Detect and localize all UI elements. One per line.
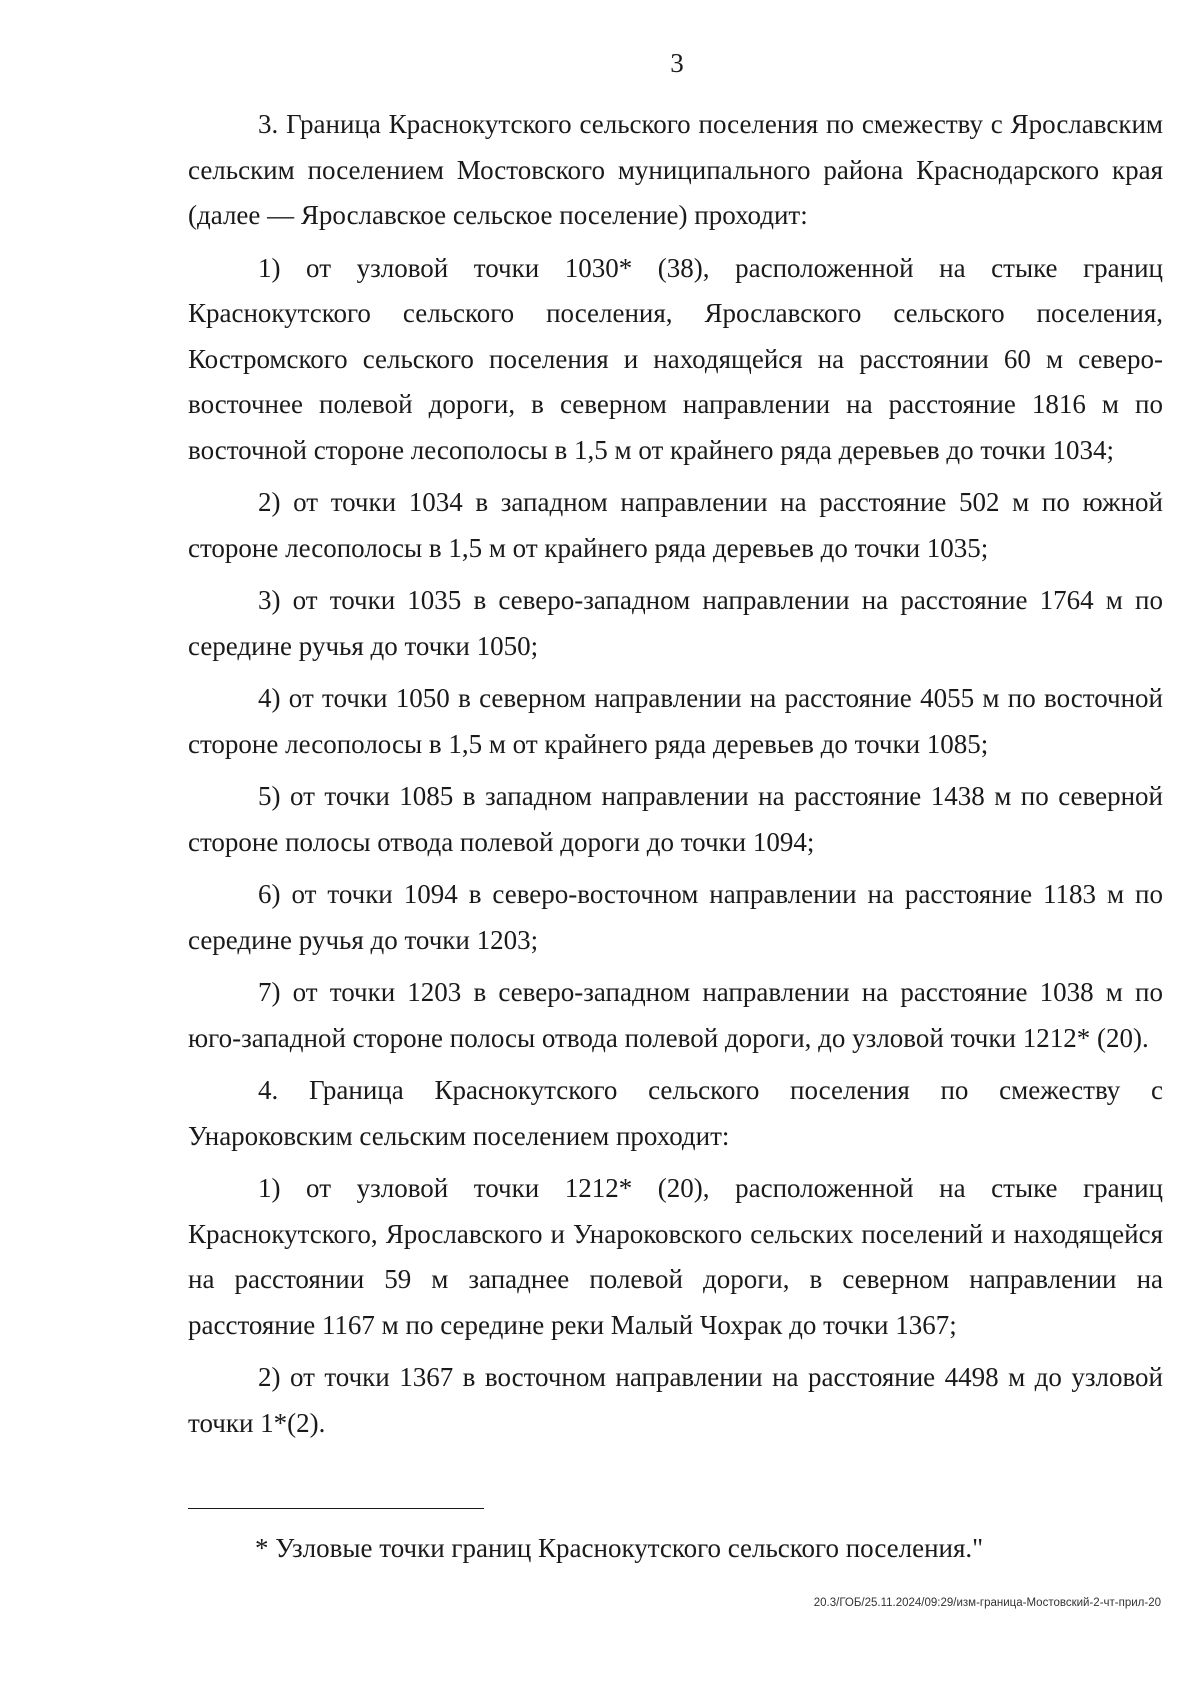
footnote-divider bbox=[188, 1508, 484, 1509]
document-code: 20.3/ГОБ/25.11.2024/09:29/изм-граница-Мостовский-2-чт-прил-20 bbox=[813, 1597, 1161, 1609]
document-body bbox=[188, 102, 1163, 1453]
section-4-item-2-paragraph: 2) от точки 1367 в восточном направлении на расстояние 4498 м до узловой точки 1*(2). bbox=[188, 1362, 1163, 1438]
section-3-item-2-paragraph: 2) от точки 1034 в западном направлении на расстояние 502 м по южной стороне лесополосы в 1,5 м от крайнего ряда деревьев до точки 1035; bbox=[188, 487, 1163, 563]
section-3-item-4-paragraph: 4) от точки 1050 в северном направлении на расстояние 4055 м по восточной стороне лесополосы в 1,5 м от крайнего ряда деревьев до точки 1085; bbox=[188, 683, 1163, 759]
section-3-item-5-paragraph: 5) от точки 1085 в западном направлении на расстояние 1438 м по северной стороне полосы отвода полевой дороги до точки 1094; bbox=[188, 781, 1163, 857]
section-4-item-1-paragraph: 1) от узловой точки 1212* (20), расположенной на стыке границ Краснокутского, Ярославского и Унароковского сельских поселений и находящейся на расстоянии 59 м западнее полевой дороги, в северном направлении на расстояние 1167 м по середине реки Малый Чохрак до точки 1367; bbox=[188, 1173, 1163, 1340]
page-number: 3 bbox=[670, 48, 684, 78]
section-3-item-1-paragraph: 1) от узловой точки 1030* (38), расположенной на стыке границ Краснокутского сельского поселения, Ярославского сельского поселения, Костромского сельского поселения и находящейся на расстоянии 60 м северо-восточнее полевой дороги, в северном направлении на расстояние 1816 м по восточной стороне лесополосы в 1,5 м от крайнего ряда деревьев до точки 1034; bbox=[188, 252, 1163, 465]
section-3-item-7-paragraph: 7) от точки 1203 в северо-западном направлении на расстояние 1038 м по юго-западной стороне полосы отвода полевой дороги, до узловой точки 1212* (20). bbox=[188, 977, 1163, 1053]
footnote: * Узловые точки границ Краснокутского сельского поселения." bbox=[255, 1533, 984, 1563]
section-3-item-6-paragraph: 6) от точки 1094 в северо-восточном направлении на расстояние 1183 м по середине ручья до точки 1203; bbox=[188, 879, 1163, 955]
section-3-intro-paragraph: 3. Граница Краснокутского сельского поселения по смежеству с Ярославским сельским поселением Мостовского муниципального района Краснодарского края (далее — Ярославское сельское поселение) проходит: bbox=[188, 109, 1163, 230]
section-4-intro-paragraph: 4. Граница Краснокутского сельского поселения по смежеству с Унароковским сельским поселением проходит: bbox=[188, 1075, 1163, 1151]
section-3-item-3-paragraph: 3) от точки 1035 в северо-западном направлении на расстояние 1764 м по середине ручья до точки 1050; bbox=[188, 585, 1163, 661]
